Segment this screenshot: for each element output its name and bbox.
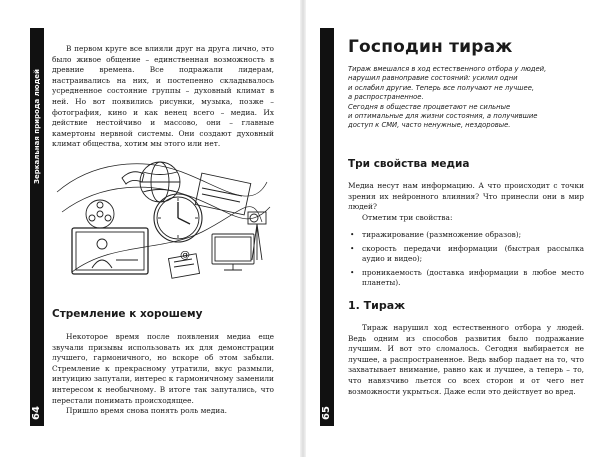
lead-line: доступ к СМИ, часто ненужные, нездоровые. <box>348 121 511 130</box>
clock-icon <box>154 194 202 242</box>
lead-line: и ослабил другие. Теперь все получают не лучшее, <box>348 83 535 92</box>
monitor-icon <box>212 234 254 270</box>
list-item: • тиражирование (размножение образов); <box>350 230 522 239</box>
lead-line: а распространенное. <box>348 93 424 102</box>
left-paragraph-2: Некоторое время после появления медиа еще звучали призывы использовать их для демонстрации лучшего, гармоничного, но вскоре об этом забыли. Стремление к прекрасному утратили, вкус размыли, интуицию запутали, интерес к гармоничному заменили интересом к необычному. В итоге так запутались, что перестали понимать происходящее. <box>52 332 274 405</box>
subheading: Три свойства медиа <box>348 158 470 170</box>
left-paragraph-1: В первом круге все влияли друг на друга лично, это было живое общение – единственная возможность в древние времена. Все подражали лидерам, настраивались на них, и постепенно складывалось усредненное состояние группы – духовный климат в ней. Но вот появились рисунки, музыка, позже – фотография, кино и как венец всего – медиа. Их действие нестойчиво и массово, они – главные камертоны нервной системы. Они создают духовный климат общества, хотим мы этого или нет. <box>52 44 274 149</box>
right-paragraph-1: Медиа несут нам информацию. А что происходит с точки зрения их нейронного влияния? Что принесли они в мир людей? <box>348 181 584 212</box>
media-collage-illustration <box>52 152 274 292</box>
film-reel-icon <box>86 200 114 228</box>
lead-line: Сегодня в обществе процветают не сильные <box>348 102 511 111</box>
bullet-icon: • <box>350 243 355 253</box>
lead-paragraph <box>348 65 584 131</box>
chapter-title: Господин тираж <box>348 37 513 57</box>
right-side-bar <box>320 28 334 426</box>
properties-list <box>348 230 584 292</box>
right-page <box>306 0 608 457</box>
left-section-heading: Стремление к хорошему <box>52 308 203 320</box>
right-paragraph-2: Тираж нарушил ход естественного отбора у людей. Ведь одним из способов развития было подражание лучшим. И вот это сломалось. Сегодня выбирается не лучшее, а распространенное. Ведь выбор падает на то, что захватывает внимание, равно как и лучшее, а теперь – то, что навязчиво льется со всех сторон и от чего нет возможности укрыться. Даже если это действует во вред. <box>348 323 584 396</box>
lead-line: Тираж вмешался в ход естественного отбора у людей, <box>348 65 547 73</box>
right-paragraph-1b: Отметим три свойства: <box>362 212 453 222</box>
lead-line: и оптимальные для жизни состояния, а получившие <box>348 112 538 121</box>
at-symbol-label: @ <box>180 250 190 261</box>
list-item: • проникаемость (доставка информации в любое место планеты). <box>350 267 584 288</box>
tv-screen-icon <box>72 228 148 274</box>
list-item: • скорость передачи информации (быстрая рассылка аудио и видео); <box>350 243 584 264</box>
bullet-icon: • <box>350 267 355 277</box>
page-number-left: 64 <box>31 406 42 420</box>
globe-icon <box>140 162 180 202</box>
bullet-icon: • <box>350 230 355 239</box>
section-heading: 1. Тираж <box>348 299 406 312</box>
left-paragraph-3: Пришло время снова понять роль медиа. <box>66 406 227 416</box>
page-number-right: 65 <box>321 406 332 420</box>
lead-line: нарушил равноправие состояний: усилил одни <box>348 74 518 83</box>
running-head: Зеркальная природа людей <box>33 69 41 184</box>
left-page <box>0 0 300 457</box>
